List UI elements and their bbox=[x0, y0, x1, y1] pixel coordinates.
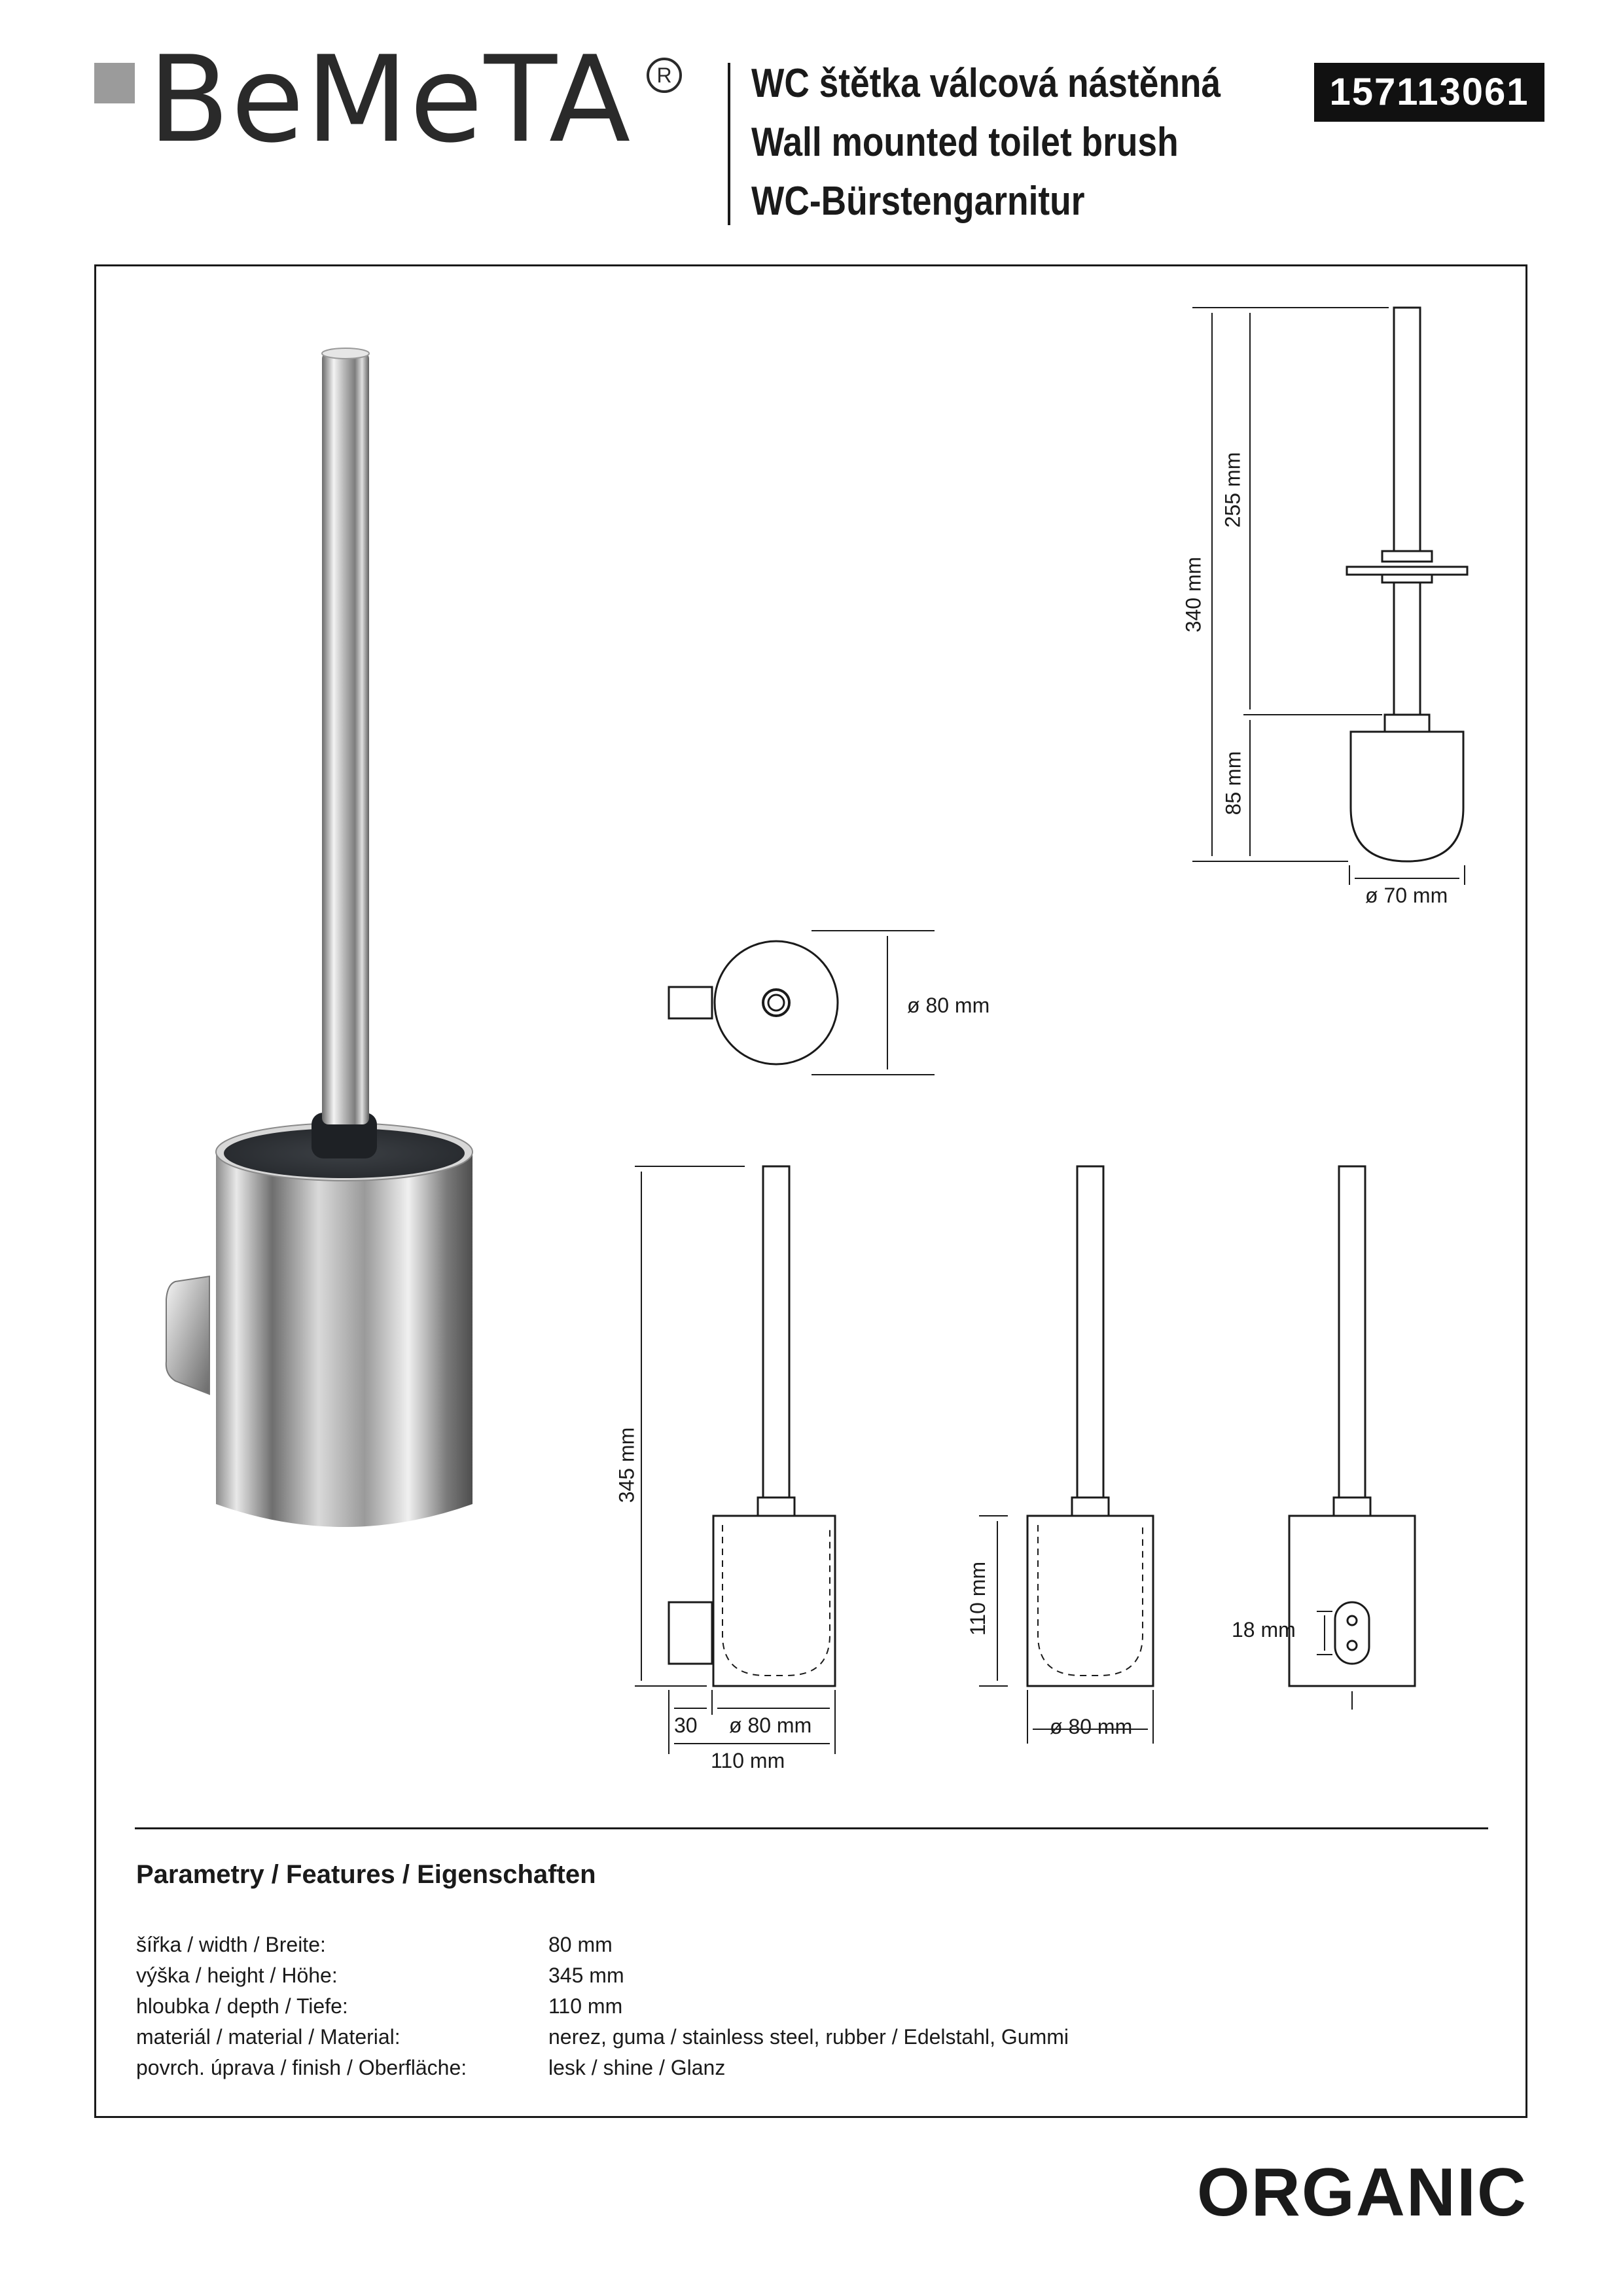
dim-mount-hole: 18 mm bbox=[1232, 1618, 1296, 1641]
dim-top-diameter: ø 80 mm bbox=[907, 994, 990, 1017]
series-name: ORGANIC bbox=[1196, 2155, 1527, 2231]
feature-value: 110 mm bbox=[548, 1994, 623, 2018]
brand-logo: BeMeTA bbox=[148, 30, 632, 169]
dim-brush-diameter: ø 70 mm bbox=[1365, 884, 1448, 907]
product-code: 157113061 bbox=[1314, 63, 1544, 122]
holder-body bbox=[216, 1152, 473, 1527]
middle-view-drawing bbox=[1027, 1166, 1153, 1686]
side-view-dimension-lines bbox=[635, 1166, 835, 1754]
feature-value: lesk / shine / Glanz bbox=[548, 2056, 726, 2079]
middle-view-dimension-lines bbox=[979, 1516, 1153, 1744]
dim-front-diameter: ø 80 mm bbox=[1050, 1715, 1133, 1738]
rod-cap bbox=[322, 348, 369, 359]
dim-brush-handle: 255 mm bbox=[1221, 452, 1245, 528]
title-en: Wall mounted toilet brush bbox=[751, 120, 1179, 165]
title-cz: WC štětka válcová nástěnná bbox=[751, 61, 1221, 106]
features-title: Parametry / Features / Eigenschaften bbox=[136, 1860, 596, 1889]
feature-label: šířka / width / Breite: bbox=[136, 1933, 326, 1956]
dim-wall-offset: 30 bbox=[674, 1713, 698, 1737]
feature-value: 345 mm bbox=[548, 1964, 624, 1987]
dim-brush-head: 85 mm bbox=[1221, 751, 1245, 816]
side-view-drawing bbox=[669, 1166, 835, 1686]
features-separator bbox=[135, 1827, 1488, 1829]
dim-total-height: 345 mm bbox=[615, 1427, 639, 1503]
registered-mark: R bbox=[647, 58, 682, 93]
brush-rod bbox=[322, 352, 369, 1124]
feature-value: nerez, guma / stainless steel, rubber / Edelstahl, Gummi bbox=[548, 2025, 1069, 2049]
feature-label: hloubka / depth / Tiefe: bbox=[136, 1994, 348, 2018]
feature-label: výška / height / Höhe: bbox=[136, 1964, 338, 1987]
dim-brush-total: 340 mm bbox=[1181, 556, 1205, 633]
product-photo bbox=[166, 348, 473, 1527]
dim-side-depth: 110 mm bbox=[711, 1749, 785, 1772]
feature-label: povrch. úprava / finish / Oberfläche: bbox=[136, 2056, 467, 2079]
top-view-drawing bbox=[669, 941, 838, 1064]
title-de: WC-Bürstengarnitur bbox=[751, 179, 1085, 224]
feature-value: 80 mm bbox=[548, 1933, 613, 1956]
wall-bracket bbox=[166, 1276, 209, 1394]
dim-side-diameter: ø 80 mm bbox=[729, 1713, 812, 1737]
feature-label: materiál / material / Material: bbox=[136, 2025, 401, 2049]
back-view-drawing bbox=[1289, 1166, 1415, 1686]
brush-drawing bbox=[1347, 308, 1467, 861]
dim-holder-height: 110 mm bbox=[966, 1561, 990, 1636]
